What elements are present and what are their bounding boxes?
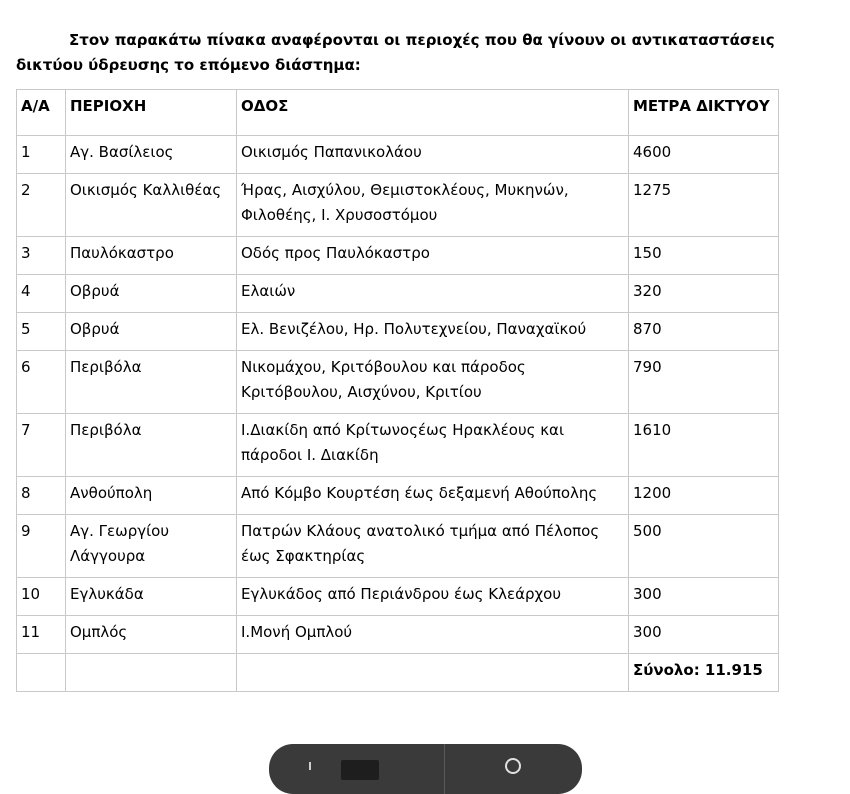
network-table (16, 89, 779, 692)
cell-no: 11 (17, 616, 66, 654)
table-row (17, 136, 779, 174)
cell-meters: 300 (629, 616, 779, 654)
cell-no: 5 (17, 313, 66, 351)
minus-icon[interactable] (309, 762, 311, 770)
empty-cell (237, 654, 629, 692)
cell-no: 6 (17, 351, 66, 414)
header-street: ΟΔΟΣ (237, 90, 629, 136)
table-row (17, 275, 779, 313)
cell-no: 9 (17, 515, 66, 578)
cell-street: Ι.Διακίδη από Κρίτωνοςέως Ηρακλέους και πάροδοι Ι. Διακίδη (237, 414, 629, 477)
table-row (17, 477, 779, 515)
cell-area: Περιβόλα (66, 351, 237, 414)
table-header-row (17, 90, 779, 136)
table-row (17, 174, 779, 237)
total-row (17, 654, 779, 692)
cell-meters: 790 (629, 351, 779, 414)
cell-street: Πατρών Κλάους ανατολικό τμήμα από Πέλοπος έως Σφακτηρίας (237, 515, 629, 578)
table-row (17, 578, 779, 616)
cell-no: 2 (17, 174, 66, 237)
cell-street: Οικισμός Παπανικολάου (237, 136, 629, 174)
cell-area: Παυλόκαστρο (66, 237, 237, 275)
settings-knob-icon[interactable] (505, 758, 521, 774)
cell-meters: 1610 (629, 414, 779, 477)
empty-cell (66, 654, 237, 692)
cell-meters: 300 (629, 578, 779, 616)
cell-street: Εγλυκάδος από Περιάνδρου έως Κλεάρχου (237, 578, 629, 616)
cell-meters: 1275 (629, 174, 779, 237)
toolbar-divider (444, 744, 445, 794)
cell-area: Αγ. Βασίλειος (66, 136, 237, 174)
table-row (17, 237, 779, 275)
cell-street: Ελ. Βενιζέλου, Ηρ. Πολυτεχνείου, Παναχαϊκού (237, 313, 629, 351)
cell-area: Οβρυά (66, 313, 237, 351)
intro-paragraph: Στον παρακάτω πίνακα αναφέρονται οι περιοχές που θα γίνουν οι αντικαταστάσεις δικτύου ύδρευσης το επόμενο διάστημα: (16, 31, 775, 74)
cell-street: Οδός προς Παυλόκαστρο (237, 237, 629, 275)
cell-no: 4 (17, 275, 66, 313)
cell-area: Ανθούπολη (66, 477, 237, 515)
cell-area: Οικισμός Καλλιθέας (66, 174, 237, 237)
cell-meters: 150 (629, 237, 779, 275)
floating-toolbar[interactable] (269, 744, 582, 794)
table-row (17, 313, 779, 351)
table-row (17, 414, 779, 477)
cell-area: Αγ. Γεωργίου Λάγγουρα (66, 515, 237, 578)
cell-street: Ήρας, Αισχύλου, Θεμιστοκλέους, Μυκηνών, Φιλοθέης, Ι. Χρυσοστόμου (237, 174, 629, 237)
cell-no: 8 (17, 477, 66, 515)
cell-no: 3 (17, 237, 66, 275)
table-row (17, 351, 779, 414)
cell-street: Νικομάχου, Κριτόβουλου και πάροδος Κριτόβουλου, Αισχύνου, Κριτίου (237, 351, 629, 414)
cell-area: Οβρυά (66, 275, 237, 313)
cell-area: Ομπλός (66, 616, 237, 654)
cell-no: 7 (17, 414, 66, 477)
cell-no: 1 (17, 136, 66, 174)
cell-street: Ελαιών (237, 275, 629, 313)
cell-street: Ι.Μονή Ομπλού (237, 616, 629, 654)
table-row (17, 515, 779, 578)
cell-meters: 320 (629, 275, 779, 313)
cell-meters: 870 (629, 313, 779, 351)
header-meters: ΜΕΤΡΑ ΔΙΚΤΥΟΥ (629, 90, 779, 136)
cell-meters: 4600 (629, 136, 779, 174)
cell-meters: 500 (629, 515, 779, 578)
header-area: ΠΕΡΙΟΧΗ (66, 90, 237, 136)
table-row (17, 616, 779, 654)
cell-area: Περιβόλα (66, 414, 237, 477)
cell-area: Εγλυκάδα (66, 578, 237, 616)
total-value: Σύνολο: 11.915 (629, 654, 779, 692)
cell-no: 10 (17, 578, 66, 616)
cell-street: Από Κόμβο Κουρτέση έως δεξαμενή Αθούπολης (237, 477, 629, 515)
cell-meters: 1200 (629, 477, 779, 515)
zoom-box-icon[interactable] (341, 760, 379, 780)
empty-cell (17, 654, 66, 692)
header-no: Α/Α (17, 90, 66, 136)
